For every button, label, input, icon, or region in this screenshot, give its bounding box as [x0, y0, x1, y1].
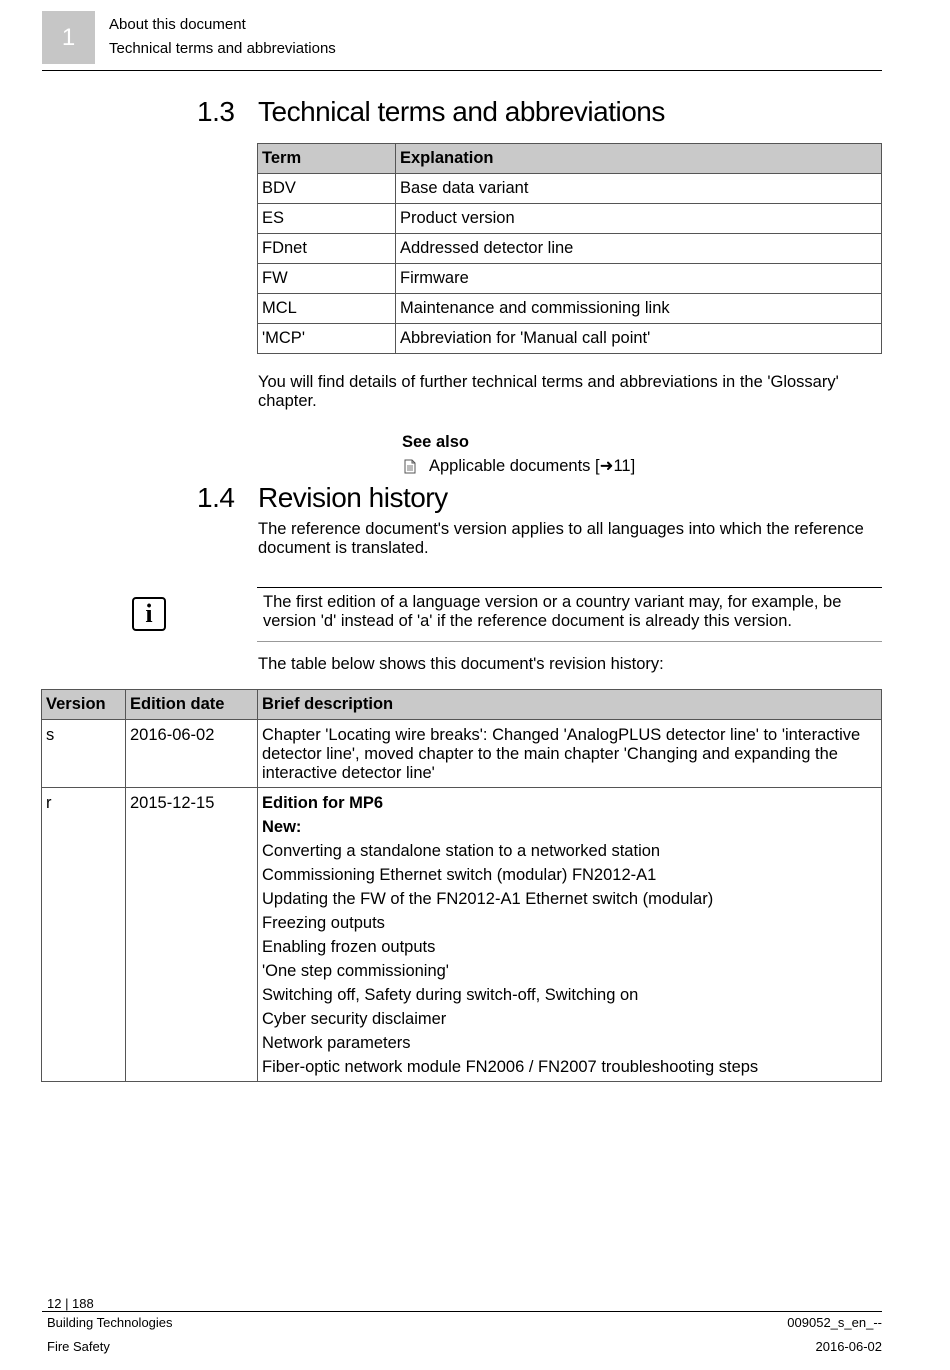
footer-rule	[42, 1311, 882, 1312]
list-item: Freezing outputs	[262, 914, 385, 932]
new-label: New:	[262, 818, 302, 836]
table-row	[258, 294, 882, 324]
footer-company: Building Technologies	[47, 1315, 173, 1330]
table-row	[258, 174, 882, 204]
term-cell: FW	[258, 264, 396, 294]
see-also-page-ref[interactable]: 11]	[613, 457, 636, 475]
list-item: Network parameters	[262, 1034, 411, 1052]
terms-table	[257, 143, 882, 354]
explanation-cell: Abbreviation for 'Manual call point'	[396, 324, 882, 354]
date-cell: 2016-06-02	[126, 720, 258, 788]
footer-doc-id: 009052_s_en_--	[787, 1315, 882, 1330]
section-1-4-title: Revision history	[258, 482, 448, 513]
header-rule	[42, 70, 882, 71]
term-cell: MCL	[258, 294, 396, 324]
revision-header-description: Brief description	[258, 690, 882, 720]
edition-title: Edition for MP6	[262, 794, 383, 812]
list-item: Converting a standalone station to a networked station	[262, 842, 661, 860]
term-cell: FDnet	[258, 234, 396, 264]
terms-header-term: Term	[258, 144, 396, 174]
list-item: Enabling frozen outputs	[262, 938, 436, 956]
see-also-heading: See also	[402, 433, 469, 451]
note-text: The first edition of a language version or a country variant may, for example, be version 'd' instead of 'a' if the reference document is already this version.	[263, 593, 842, 630]
list-item: Fiber-optic network module FN2006 / FN2007 troubleshooting steps	[262, 1058, 759, 1076]
table-row	[258, 234, 882, 264]
terms-header-explanation: Explanation	[396, 144, 882, 174]
date-cell: 2015-12-15	[126, 788, 258, 1082]
section-1-3-title: Technical terms and abbreviations	[258, 96, 665, 127]
table-row	[42, 720, 882, 788]
section-1-3-number: 1.3	[197, 96, 235, 127]
explanation-cell: Maintenance and commissioning link	[396, 294, 882, 324]
table-row	[258, 324, 882, 354]
page-number: 12 | 188	[47, 1296, 94, 1311]
explanation-cell: Addressed detector line	[396, 234, 882, 264]
section-1-4-number: 1.4	[197, 482, 235, 513]
term-cell: BDV	[258, 174, 396, 204]
list-item: Updating the FW of the FN2012-A1 Ethernet switch (modular)	[262, 890, 714, 908]
see-also-link-text[interactable]: Applicable documents [	[429, 457, 600, 475]
revision-header-row	[42, 690, 882, 720]
note-top-rule	[257, 587, 882, 588]
table-row	[258, 204, 882, 234]
terms-header-row	[258, 144, 882, 174]
explanation-cell: Base data variant	[396, 174, 882, 204]
explanation-cell: Firmware	[396, 264, 882, 294]
term-cell: 'MCP'	[258, 324, 396, 354]
document-icon	[404, 459, 416, 474]
list-item: 'One step commissioning'	[262, 962, 449, 980]
list-item: Switching off, Safety during switch-off, Switching on	[262, 986, 639, 1004]
list-item: Cyber security disclaimer	[262, 1010, 447, 1028]
revision-paragraph: The reference document's version applies to all languages into which the reference document is translated.	[258, 520, 864, 557]
revision-table-intro: The table below shows this document's revision history:	[258, 655, 664, 673]
table-row	[258, 264, 882, 294]
version-cell: r	[42, 788, 126, 1082]
header-subsection-title: Technical terms and abbreviations	[109, 40, 336, 57]
glossary-paragraph: You will find details of further technical terms and abbreviations in the 'Glossary' chapter.	[258, 373, 839, 410]
footer-date: 2016-06-02	[815, 1339, 882, 1354]
revision-table	[41, 689, 882, 1082]
see-also-link[interactable]	[404, 457, 635, 476]
header-section-title: About this document	[109, 16, 246, 33]
revision-header-date: Edition date	[126, 690, 258, 720]
description-cell: Chapter 'Locating wire breaks': Changed 'AnalogPLUS detector line' to 'interactive detector line', moved chapter to the main chapter 'Changing and expanding the interactive detector line'	[258, 720, 882, 788]
chapter-number: 1	[61, 23, 76, 51]
explanation-cell: Product version	[396, 204, 882, 234]
list-item: Commissioning Ethernet switch (modular) FN2012-A1	[262, 866, 657, 884]
version-cell: s	[42, 720, 126, 788]
description-cell	[258, 788, 882, 1082]
info-icon: i	[132, 597, 166, 631]
arrow-right-icon: ➜	[599, 457, 614, 475]
term-cell: ES	[258, 204, 396, 234]
note-bottom-rule	[257, 641, 882, 642]
table-row	[42, 788, 882, 1082]
revision-header-version: Version	[42, 690, 126, 720]
chapter-number-box	[42, 11, 95, 64]
footer-division: Fire Safety	[47, 1339, 110, 1354]
